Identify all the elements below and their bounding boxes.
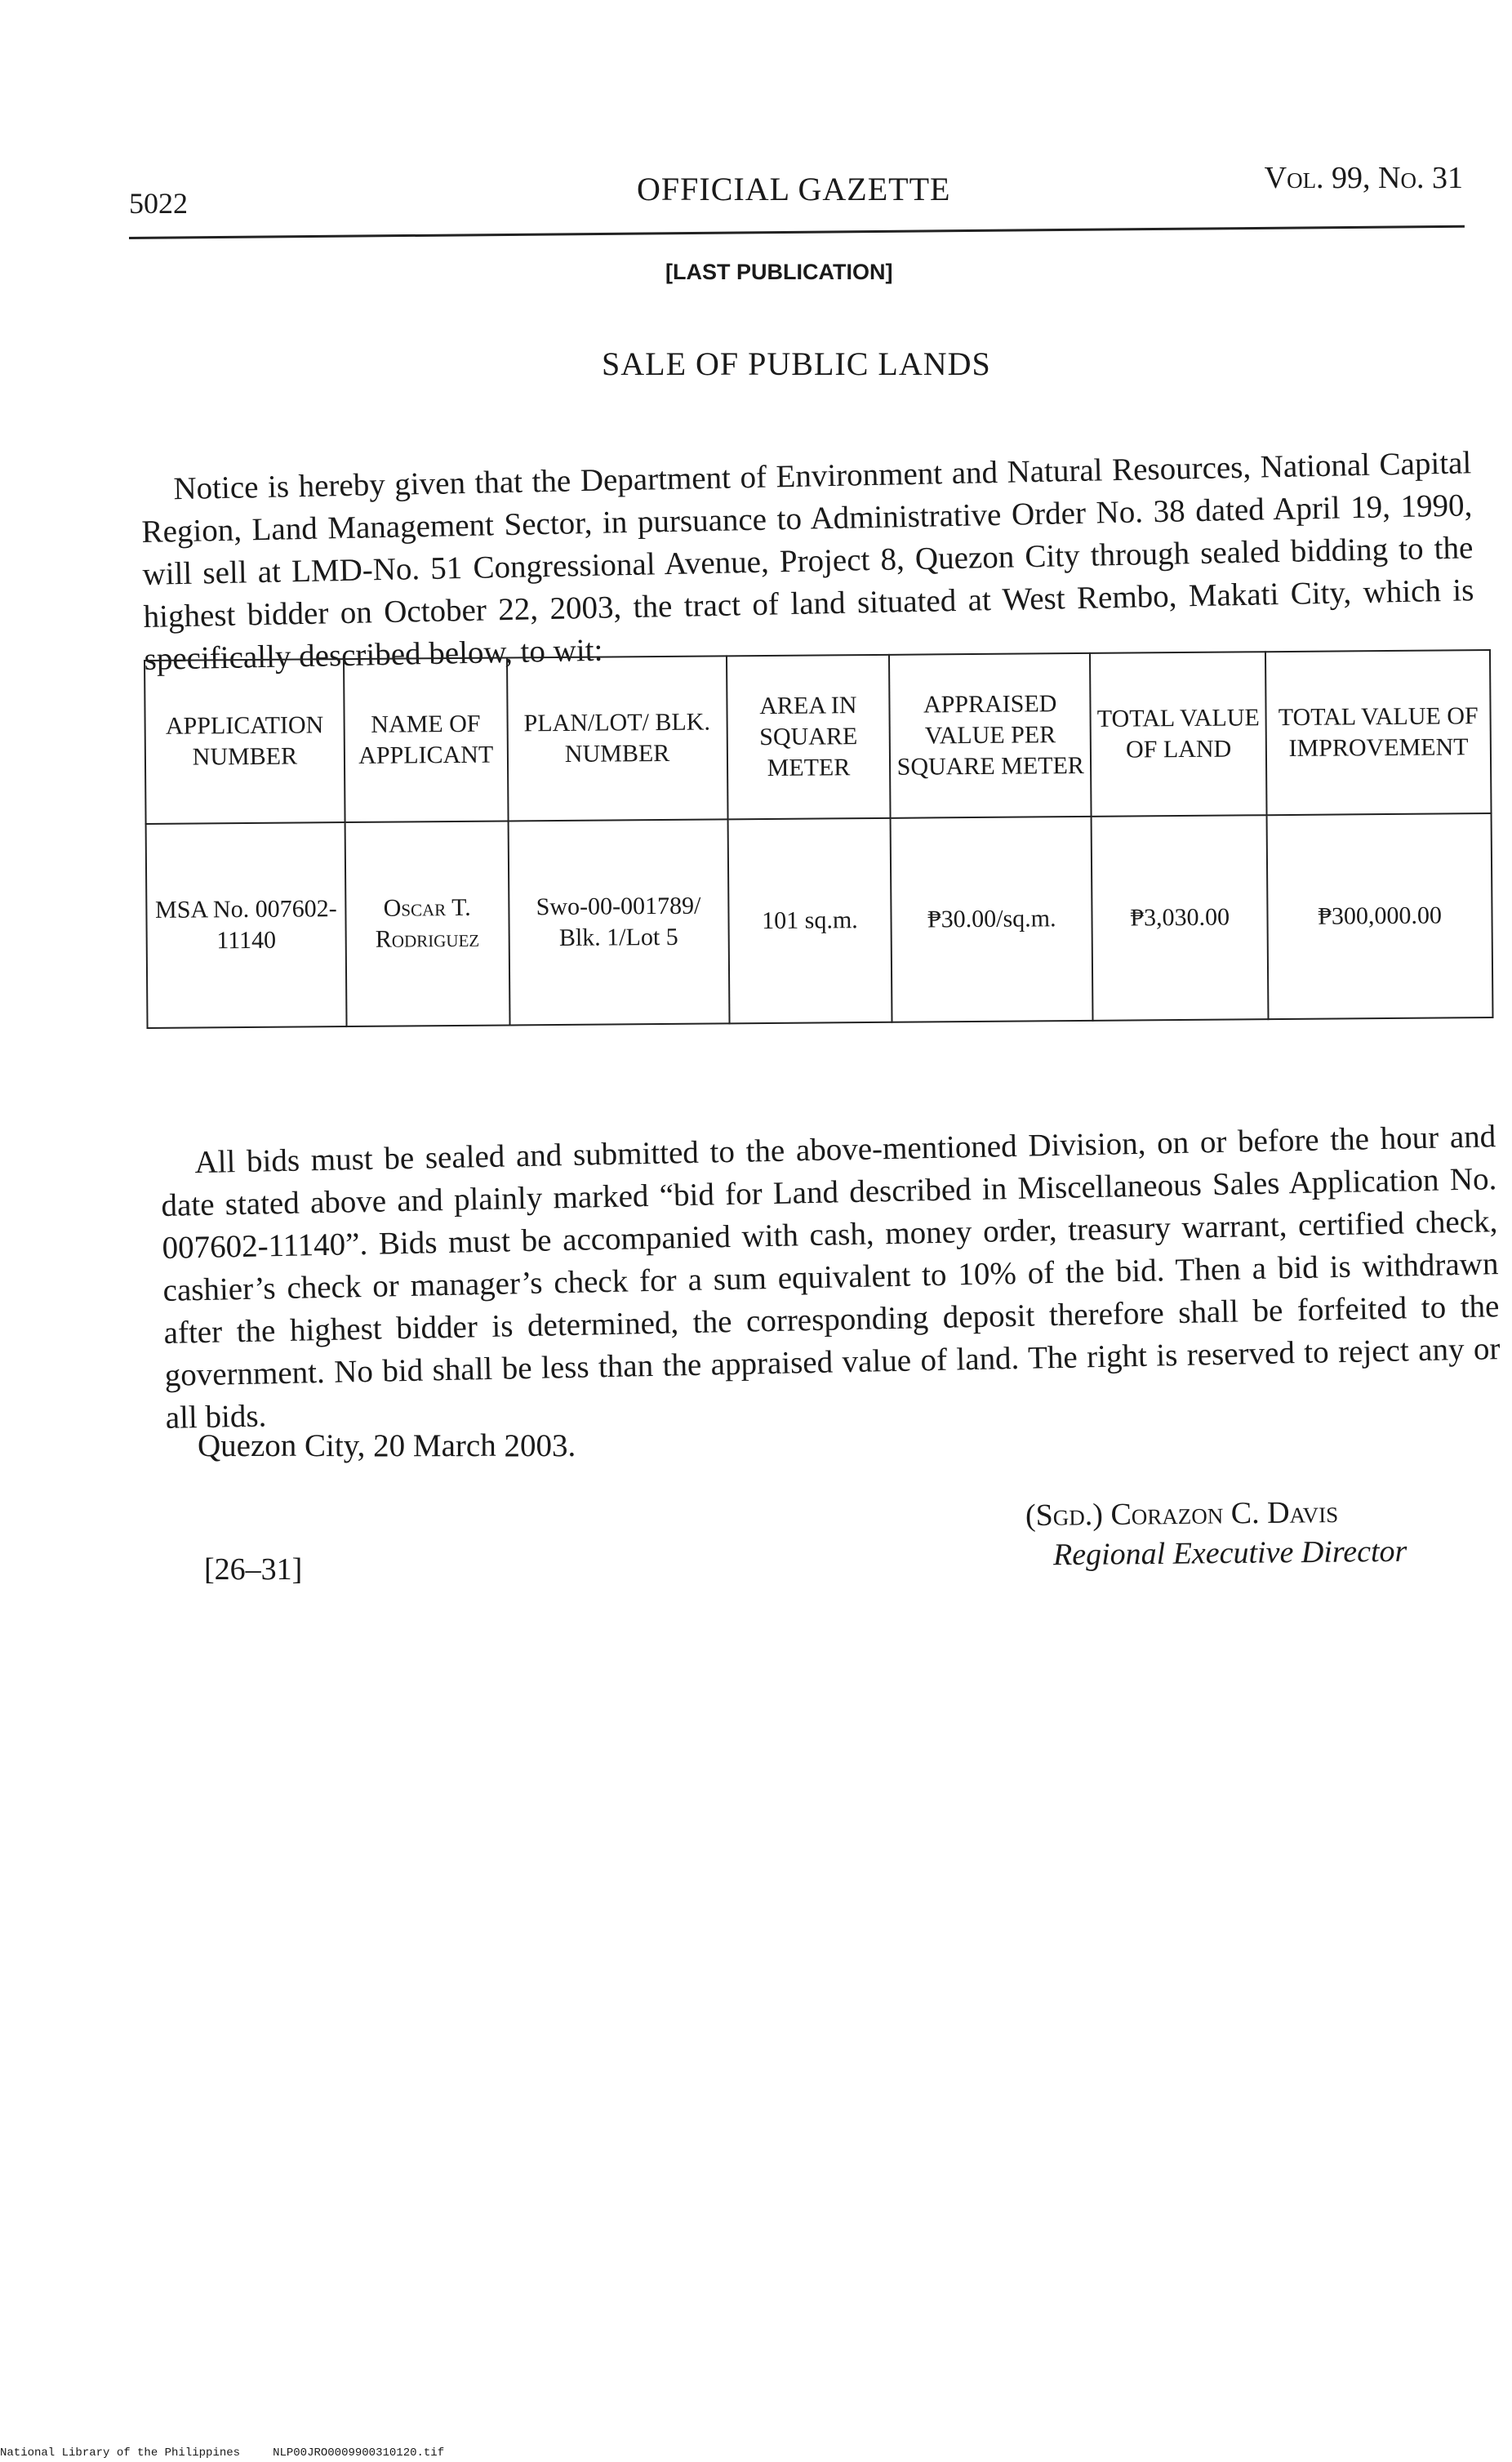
table-header-row [145,650,1492,824]
application-number-cell: MSA No. 007602-11140 [146,822,347,1028]
appraised-value-cell: ₱30.00/sq.m. [891,817,1093,1022]
table-header-cell: TOTAL VALUE OF IMPROVEMENT [1265,650,1491,815]
signatory-name: (Sgd.) Corazon C. Davis [1025,1494,1339,1534]
table-header-cell: TOTAL VALUE OF LAND [1090,652,1267,817]
publication-title: OFFICIAL GAZETTE [637,171,951,207]
table-header-cell: PLAN/LOT/ BLK. NUMBER [507,656,727,821]
plan-lot-cell: Swo-00-001789/ Blk. 1/Lot 5 [508,819,729,1025]
table-header-cell: APPLICATION NUMBER [145,659,345,824]
header-rule [129,225,1465,239]
reference-number: [26–31] [204,1552,303,1587]
library-credit: National Library of the Philippines [0,2446,241,2460]
table-header-cell: NAME OF APPLICANT [344,658,508,823]
last-publication-tag: [LAST PUBLICATION] [665,260,893,284]
scan-footer [0,2446,444,2460]
bid-conditions-paragraph: All bids must be sealed and submitted to the above-mentioned Division, on or before the hour and date stated above and plainly marked “bid for Land described in Miscellaneous Sales Application No. 007602-11140”. Bids must be accompanied with cash, money order, treasury warrant, certified check, cashier’s check or manager’s check for a sum equivalent to 10% of the bid. Then a bid is withdrawn after the highest bidder is determined, the corresponding deposit therefore shall be forfeited to the government. No bid shall be less than the appraised value of land. The right is reserved to reject any or all bids. [161,1119,1501,1436]
land-table [144,649,1493,1019]
date-line: Quezon City, 20 March 2003. [198,1428,576,1463]
notice-title: SALE OF PUBLIC LANDS [602,345,991,382]
notice-paragraph: Notice is hereby given that the Department of Environment and Natural Resources, National Capital Region, Land Management Sector, in pursuance to Administrative Order No. 38 dated April 19, 1990, will sell at LMD-No. 51 Congressional Avenue, Project 8, Quezon City through sealed bidding to the highest bidder on October 22, 2003, the tract of land situated at West Rembo, Makati City, which is specifically described below, to wit: [141,445,1474,677]
file-name: NLP00JRO0009900310120.tif [273,2446,445,2460]
page-number: 5022 [129,187,188,220]
applicant-name-cell: Oscar T. Rodriguez [345,821,509,1027]
area-cell: 101 sq.m. [727,818,892,1024]
signatory-title: Regional Executive Director [1052,1534,1407,1573]
volume-number: Vol. 99, No. 31 [1264,161,1463,195]
table-header-cell: AREA IN SQUARE METER [727,655,891,820]
total-improvement-value-cell: ₱300,000.00 [1267,813,1493,1019]
table-row [146,813,1493,1028]
table-header-cell: APPRAISED VALUE PER SQUARE METER [889,653,1091,818]
total-land-value-cell: ₱3,030.00 [1092,815,1269,1021]
